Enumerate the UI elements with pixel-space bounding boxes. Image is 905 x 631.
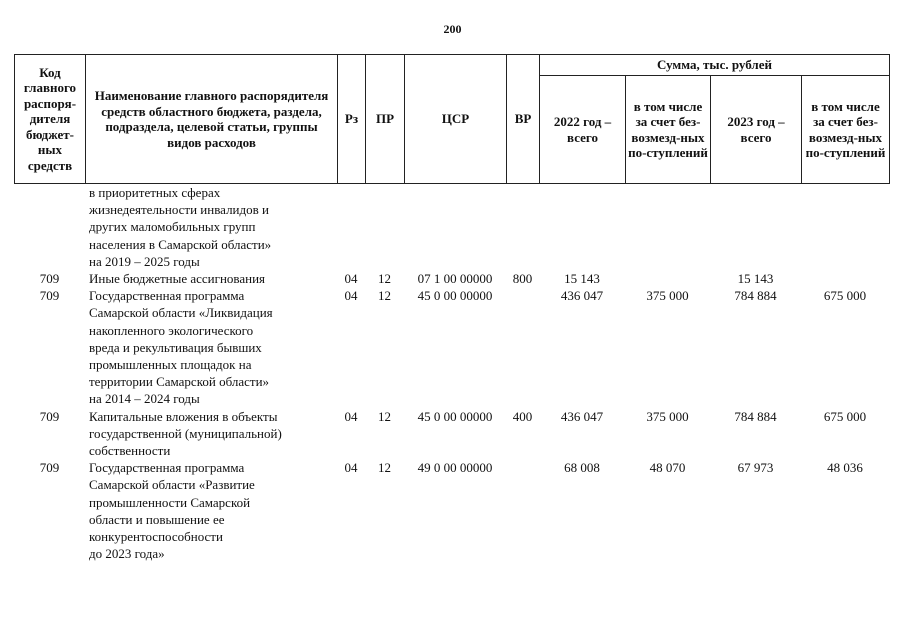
table-row bbox=[14, 408, 889, 460]
cell-s2023-free: 675 000 bbox=[823, 288, 867, 304]
cell-code: 709 bbox=[39, 288, 60, 304]
header-name: Наименование главного распорядителя средств областного бюджета, раздела, подраздела, целевой статьи, группы видов расходов bbox=[86, 55, 338, 184]
cell-pr: 12 bbox=[378, 271, 391, 287]
cell-pr: 12 bbox=[378, 460, 391, 476]
cell-name: Иные бюджетные ассигнования bbox=[89, 271, 266, 287]
cell-csr bbox=[404, 184, 506, 270]
header-2023-total: 2023 год – всего bbox=[711, 76, 802, 184]
cell-code: 709 bbox=[39, 271, 60, 287]
cell-name: Государственная программа Самарской области «Ликвидация накопленного экологического вреда и рекультивация бывших промышленных площадок на территории Самарской области» на 2014 – 2024 годы bbox=[89, 288, 273, 407]
cell-vr bbox=[506, 184, 539, 270]
cell-s2023: 15 143 bbox=[737, 271, 774, 287]
budget-table-body bbox=[14, 184, 889, 562]
cell-csr: 07 1 00 00000 bbox=[417, 271, 493, 287]
cell-s2022: 15 143 bbox=[564, 271, 600, 287]
cell-code: 709 bbox=[39, 408, 60, 424]
header-2022-free: в том числе за счет без-возмезд-ных по-ступлений bbox=[626, 76, 711, 184]
cell-s2022: 436 047 bbox=[560, 288, 604, 304]
cell-csr: 45 0 00 00000 bbox=[417, 288, 493, 304]
cell-s2023-free: 48 036 bbox=[827, 460, 863, 476]
header-csr: ЦСР bbox=[405, 55, 507, 184]
cell-rz bbox=[337, 184, 365, 270]
cell-s2022-free bbox=[625, 184, 710, 270]
cell-s2023-free bbox=[801, 270, 889, 287]
cell-s2022-free: 48 070 bbox=[649, 460, 686, 476]
page-number: 200 bbox=[443, 22, 462, 36]
cell-rz: 04 bbox=[344, 460, 358, 476]
table-row bbox=[14, 287, 889, 407]
cell-pr: 12 bbox=[378, 408, 391, 424]
header-rz: Рз bbox=[338, 55, 366, 184]
budget-table-header bbox=[14, 54, 890, 184]
cell-rz: 04 bbox=[344, 408, 358, 424]
cell-csr: 45 0 00 00000 bbox=[417, 408, 493, 424]
table-row bbox=[14, 459, 889, 562]
cell-vr bbox=[506, 459, 539, 562]
header-code: Код главного распоря-дителя бюджет-ных средств bbox=[15, 55, 86, 184]
cell-s2022 bbox=[539, 184, 625, 270]
cell-pr bbox=[365, 184, 404, 270]
table-row bbox=[14, 184, 889, 270]
header-vr: ВР bbox=[507, 55, 540, 184]
cell-rz: 04 bbox=[344, 271, 358, 287]
cell-s2022: 68 008 bbox=[564, 460, 600, 476]
header-2022-total: 2022 год – всего bbox=[540, 76, 626, 184]
cell-rz: 04 bbox=[344, 288, 358, 304]
cell-s2023-free bbox=[801, 184, 889, 270]
cell-s2022-free: 375 000 bbox=[646, 288, 689, 304]
cell-code bbox=[14, 184, 85, 270]
header-sum: Сумма, тыс. рублей bbox=[540, 55, 890, 76]
cell-s2023 bbox=[710, 184, 801, 270]
cell-vr bbox=[506, 287, 539, 407]
cell-code: 709 bbox=[39, 460, 60, 476]
cell-s2022: 436 047 bbox=[560, 408, 604, 424]
header-pr: ПР bbox=[366, 55, 405, 184]
cell-pr: 12 bbox=[378, 288, 391, 304]
cell-s2023: 67 973 bbox=[737, 460, 774, 476]
cell-s2022-free bbox=[625, 270, 710, 287]
cell-s2022-free: 375 000 bbox=[646, 408, 689, 424]
cell-vr: 800 bbox=[512, 271, 533, 287]
cell-s2023-free: 675 000 bbox=[823, 408, 867, 424]
header-2023-free: в том числе за счет без-возмезд-ных по-ступлений bbox=[802, 76, 890, 184]
cell-name: Капитальные вложения в объекты государственной (муниципальной) собственности bbox=[89, 408, 282, 459]
table-row bbox=[14, 270, 889, 287]
cell-csr: 49 0 00 00000 bbox=[417, 460, 493, 476]
cell-s2023: 784 884 bbox=[734, 408, 777, 424]
cell-vr: 400 bbox=[512, 408, 533, 424]
cell-s2023: 784 884 bbox=[734, 288, 777, 304]
cell-name: Государственная программа Самарской области «Развитие промышленности Самарской области и повышение ее конкурентоспособности до 2023 года» bbox=[89, 460, 255, 562]
cell-name: в приоритетных сферах жизнедеятельности инвалидов и других маломобильных групп населения в Самарской области» на 2019 – 2025 годы bbox=[89, 185, 272, 269]
